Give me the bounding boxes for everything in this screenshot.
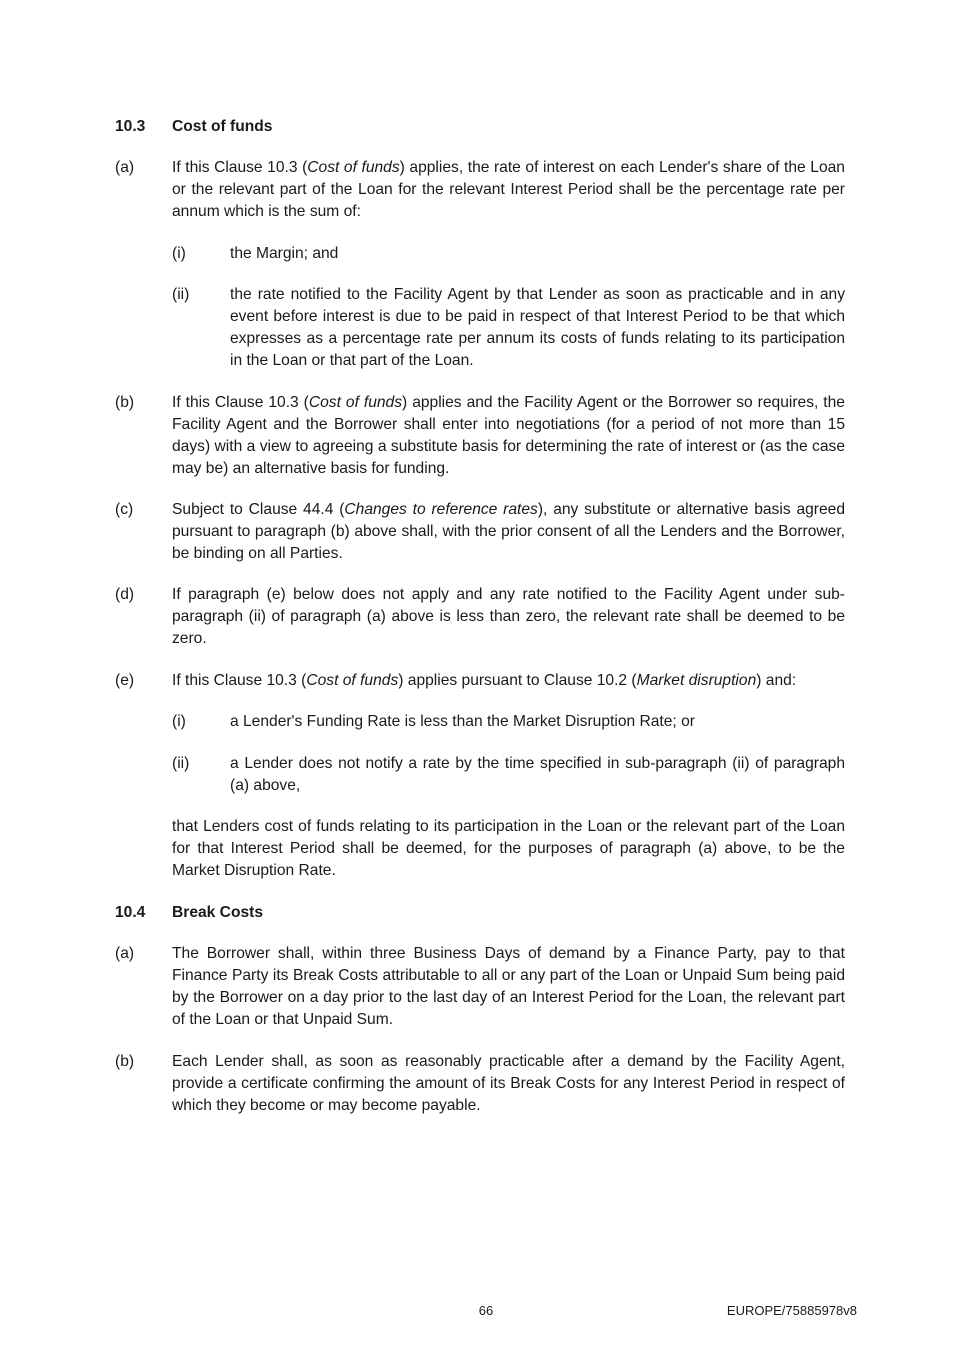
subparagraph-label: (i) [172,713,186,730]
paragraph-text: The Borrower shall, within three Business Days of demand by a Finance Party, pay to that Finance Party its Break Costs attributable to all or any part of the Loan or Unpaid Sum being paid by the Borrower on a day prior to the last day of an Interest Period for the Loan, the relevant part of the Loan or that Unpaid Sum. [172,945,845,1028]
paragraph-label: (b) [115,1053,135,1070]
document-reference: EUROPE/75885978v8 [726,1303,857,1318]
section-number: 10.4 [115,904,146,921]
subparagraph-text: the rate notified to the Facility Agent by that Lender as soon as practicable and in any event before interest is due to be paid in respect of that Interest Period to be that which expresses as a percentage rate per annum its costs of funds relating to its participation in the Loan or that part of the Loan. [230,286,845,369]
paragraph-text: If paragraph (e) below does not apply and any rate notified to the Facility Agent under sub-paragraph (ii) of paragraph (a) above is less than zero, the relevant rate shall be deemed to be zero. [172,586,845,647]
subparagraph-text: a Lender does not notify a rate by the time specified in sub-paragraph (ii) of paragraph (a) above, [230,755,845,794]
paragraph-text: that Lenders cost of funds relating to its participation in the Loan or the relevant part of the Loan for that Interest Period shall be deemed, for the purposes of paragraph (a) above, to be the Market Disruption Rate. [172,818,845,879]
page-number: 66 [478,1303,494,1318]
paragraph-text: If this Clause 10.3 (Cost of funds) applies pursuant to Clause 10.2 (Market disruption) and: [172,672,797,689]
paragraph-text: Each Lender shall, as soon as reasonably practicable after a demand by the Facility Agent, provide a certificate confirming the amount of its Break Costs for any Interest Period in respect of which they become or may become payable. [172,1053,845,1114]
subparagraph-text: the Margin; and [230,245,339,262]
paragraph-text: If this Clause 10.3 (Cost of funds) applies and the Facility Agent or the Borrower so requires, the Facility Agent and the Borrower shall enter into negotiations (for a period of not more than 15 days) with a view to agreeing a substitute basis for determining the rate of interest or (as the case may be) an alternative basis for funding. [172,394,845,477]
paragraph-label: (a) [115,945,135,962]
paragraph-label: (e) [115,672,135,689]
paragraph-label: (c) [115,501,134,518]
subparagraph-text: a Lender's Funding Rate is less than the Market Disruption Rate; or [230,713,695,730]
subparagraph-label: (ii) [172,286,190,303]
section-title: Cost of funds [172,118,273,135]
subparagraph-label: (i) [172,245,186,262]
paragraph-text: If this Clause 10.3 (Cost of funds) applies, the rate of interest on each Lender's share of the Loan or the relevant part of the Loan for the relevant Interest Period shall be the percentage rate per annum which is the sum of: [172,159,845,220]
paragraph-label: (d) [115,586,135,603]
paragraph-text: Subject to Clause 44.4 (Changes to reference rates), any substitute or alternative basis agreed pursuant to paragraph (b) above shall, with the prior consent of all the Lenders and the Borrower, be binding on all Parties. [172,501,845,562]
section-title: Break Costs [172,904,264,921]
paragraph-label: (a) [115,159,135,176]
section-number: 10.3 [115,118,146,135]
paragraph-label: (b) [115,394,135,411]
subparagraph-label: (ii) [172,755,190,772]
